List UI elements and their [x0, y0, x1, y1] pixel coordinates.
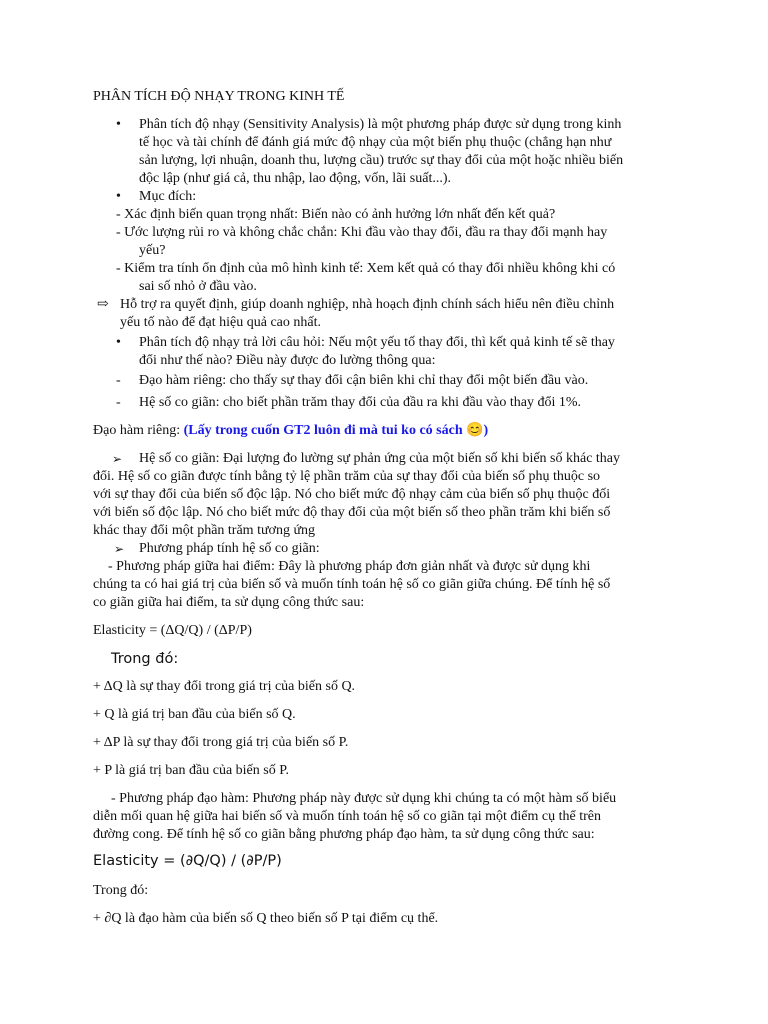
purpose-conclusion: yếu tố nào để đạt hiệu quả cao nhất.: [120, 315, 321, 330]
answers-item: Đạo hàm riêng: cho thấy sự thay đổi cận biên khi chỉ thay đổi một biến đầu vào.: [139, 373, 589, 388]
derivative-method-line: - Phương pháp đạo hàm: Phương pháp này được sử dụng khi chúng ta có một hàm số biểu: [111, 791, 617, 806]
where-item: + Q là giá trị ban đầu của biến số Q.: [93, 707, 296, 722]
purpose-item-cont: sai số nhỏ ở đầu vào.: [139, 279, 257, 294]
page-title: PHÂN TÍCH ĐỘ NHẠY TRONG KINH TẾ: [93, 89, 345, 104]
arrowhead-icon: ➢: [112, 452, 123, 466]
partial-note: (Lấy trong cuốn GT2 luôn đi mà tui ko có sách 😊): [183, 423, 489, 438]
intro-line: Phân tích độ nhạy (Sensitivity Analysis) là một phương pháp được sử dụng trong kinh: [139, 117, 622, 132]
method-label: Phương pháp tính hệ số co giãn:: [139, 541, 320, 556]
answers-item: Hệ số co giãn: cho biết phần trăm thay đổi của đầu ra khi đầu vào thay đổi 1%.: [139, 395, 582, 410]
where-item: + ΔP là sự thay đổi trong giá trị của biến số P.: [93, 735, 349, 750]
where-label: Trong đó:: [93, 883, 149, 898]
dash-marker: -: [116, 373, 121, 388]
elasticity-line: khác thay đổi một phần trăm tương ứng: [93, 523, 316, 538]
elasticity-line: đổi. Hệ số co giãn được tính bằng tỷ lệ phần trăm của sự thay đổi của biến số phụ thuộc so: [93, 469, 601, 484]
purpose-conclusion: Hỗ trợ ra quyết định, giúp doanh nghiệp, nhà hoạch định chính sách hiểu nên điều chỉnh: [120, 297, 615, 312]
intro-line: sản lượng, lợi nhuận, doanh thu, lượng cầu) trước sự thay đổi của một hoặc nhiều biến: [139, 153, 624, 168]
formula-midpoint: Elasticity = (ΔQ/Q) / (ΔP/P): [93, 623, 252, 638]
bullet-icon: •: [116, 117, 121, 132]
answers-line: Phân tích độ nhạy trả lời câu hỏi: Nếu một yếu tố thay đổi, thì kết quả kinh tế sẽ thay: [139, 335, 615, 350]
method-line: - Phương pháp giữa hai điểm: Đây là phương pháp đơn giản nhất và được sử dụng khi: [108, 559, 591, 574]
answers-line: đổi như thế nào? Điều này được đo lường thông qua:: [139, 353, 436, 368]
purpose-item-cont: yếu?: [139, 243, 166, 258]
arrow-right-icon: ⇨: [97, 297, 109, 312]
derivative-method-line: diễn mối quan hệ giữa hai biến số và muốn tính toán hệ số co giãn tại một điểm cụ thể trên: [93, 809, 601, 824]
partial-label: Đạo hàm riêng:: [93, 423, 184, 438]
purpose-label: Mục đích:: [139, 189, 197, 204]
where-item: + P là giá trị ban đầu của biến số P.: [93, 763, 289, 778]
dash-marker: -: [116, 395, 121, 410]
where-item: + ΔQ là sự thay đổi trong giá trị của biến số Q.: [93, 679, 356, 694]
derivative-method-line: đường cong. Để tính hệ số co giãn bằng phương pháp đạo hàm, ta sử dụng công thức sau:: [93, 827, 595, 842]
method-line: co giãn giữa hai điểm, ta sử dụng công thức sau:: [93, 595, 365, 610]
purpose-item: - Kiểm tra tính ổn định của mô hình kinh tế: Xem kết quả có thay đổi nhiều không khi có: [116, 261, 616, 276]
elasticity-line: với biến số độc lập. Nó cho biết mức độ thay đổi của một biến số theo phần trăm khi biến số: [93, 505, 611, 520]
elasticity-line: với sự thay đổi của biến số độc lập. Nó cho biết mức độ nhạy cảm của biến số phụ thuộc đối: [93, 487, 611, 502]
formula-derivative: Elasticity = (∂Q/Q) / (∂P/P): [93, 853, 282, 869]
arrowhead-icon: ➢: [114, 542, 125, 556]
where-label: Trong đó:: [111, 651, 179, 667]
where-item: + ∂Q là đạo hàm của biến số Q theo biến số P tại điểm cụ thể.: [93, 911, 439, 926]
purpose-item: - Xác định biến quan trọng nhất: Biến nào có ảnh hưởng lớn nhất đến kết quả?: [116, 207, 556, 222]
partial-derivative-heading: [93, 422, 488, 440]
intro-line: độc lập (như giá cả, thu nhập, lao động, vốn, lãi suất...).: [139, 171, 452, 186]
purpose-item: - Ước lượng rủi ro và không chắc chắn: Khi đầu vào thay đổi, đầu ra thay đổi mạnh hay: [116, 225, 608, 240]
intro-line: tế học và tài chính để đánh giá mức độ nhạy của một biến phụ thuộc (chẳng hạn như: [139, 135, 612, 150]
method-line: chúng ta có hai giá trị của biến số và muốn tính toán hệ số co giãn giữa chúng. Để tính hệ số: [93, 577, 611, 592]
bullet-icon: •: [116, 335, 121, 350]
elasticity-line: Hệ số co giãn: Đại lượng đo lường sự phản ứng của một biến số khi biến số khác thay: [139, 451, 621, 466]
bullet-icon: •: [116, 189, 121, 204]
